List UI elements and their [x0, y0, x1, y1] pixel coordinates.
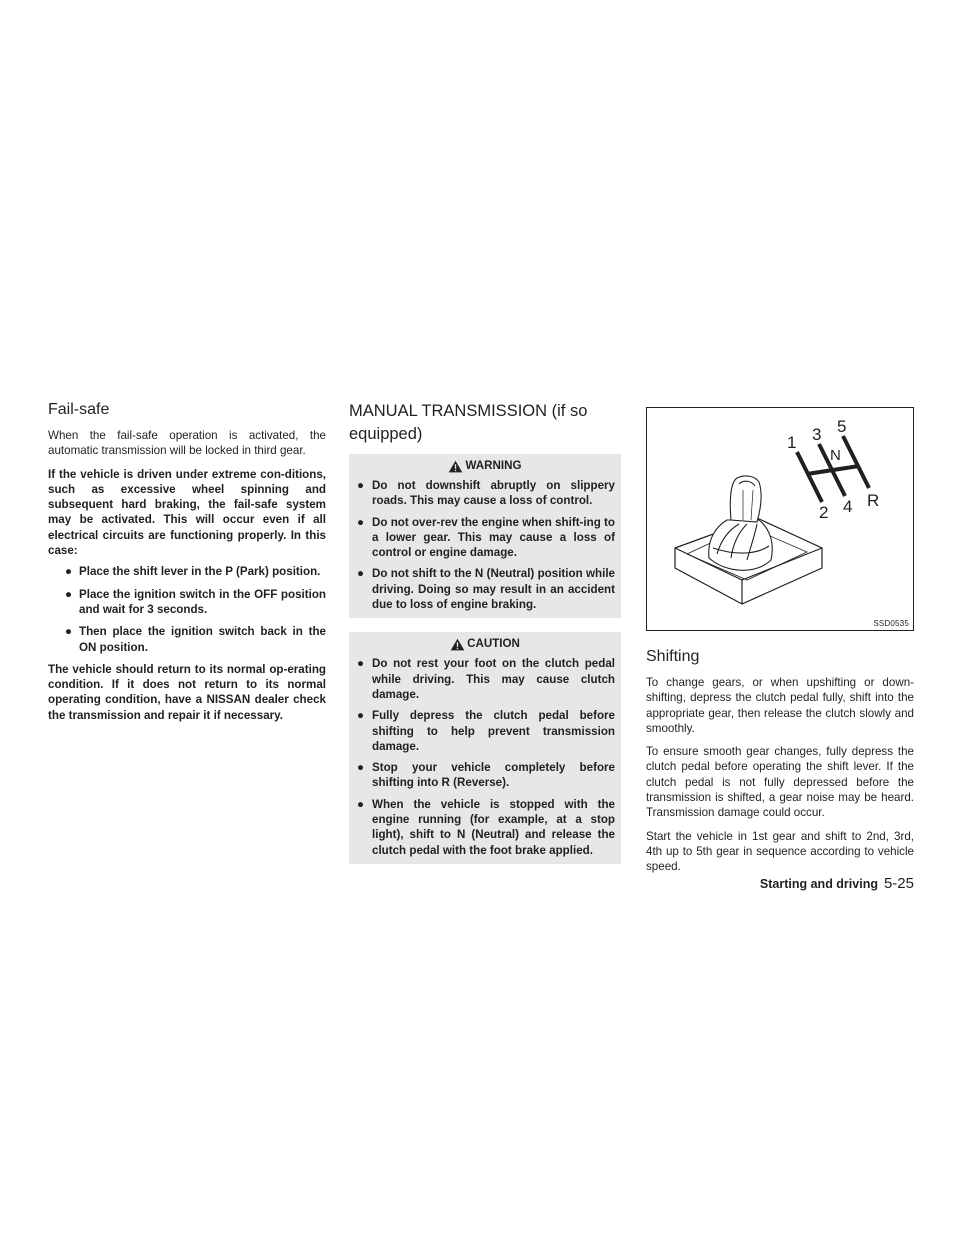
list-item: ● Do not downshift abruptly on slippery roads. This may cause a loss of control.	[357, 479, 615, 508]
failsafe-section	[48, 400, 326, 723]
shifting-paragraph: To ensure smooth gear changes, fully depress the clutch pedal before operating the shift lever. If the clutch pedal is not fully depressed before the transmission is shifted, a gear noise may be heard. Transmission damage could occur.	[646, 745, 914, 820]
warning-list	[355, 478, 615, 612]
figure-code: SSD0535	[873, 619, 909, 628]
bullet-icon: ●	[357, 797, 365, 811]
shifting-paragraph: Start the vehicle in 1st gear and shift to 2nd, 3rd, 4th up to 5th gear in sequence according to vehicle speed.	[646, 829, 914, 874]
list-item: ● Do not over-rev the engine when shift-ing to a lower gear. This may cause a loss of control or engine damage.	[357, 515, 615, 560]
shifting-section	[646, 407, 914, 875]
warning-header	[355, 458, 615, 474]
failsafe-warning-paragraph: If the vehicle is driven under extreme con-ditions, such as excessive wheel spinning and subsequent hard braking, the fail-safe system may be activated. This will occur even if all electrical circuits are functioning properly. In this case:	[48, 467, 326, 558]
shift-knob	[730, 476, 761, 522]
list-item: ● Place the shift lever in the P (Park) position.	[65, 565, 321, 579]
bullet-icon: ●	[357, 479, 365, 492]
gear-5-label: 5	[837, 417, 847, 436]
neutral-label: N	[830, 447, 841, 464]
caution-header	[355, 636, 615, 652]
bullet-icon: ●	[357, 761, 365, 775]
failsafe-intro: When the fail-safe operation is activated, the automatic transmission will be locked in third gear.	[48, 429, 326, 458]
bullet-icon: ●	[357, 657, 365, 671]
list-item: ● Then place the ignition switch back in the ON position.	[65, 625, 326, 654]
bullet-icon: ●	[357, 567, 365, 581]
reverse-label: R	[867, 491, 880, 510]
list-item: ● Place the ignition switch in the OFF position and wait for 3 seconds.	[65, 587, 326, 616]
gear-shift-illustration	[647, 408, 913, 630]
list-item: ● Fully depress the clutch pedal before shifting to help prevent transmission damage.	[357, 709, 615, 753]
page-footer	[733, 875, 914, 892]
bullet-icon: ●	[357, 709, 365, 723]
shifting-heading: Shifting	[646, 648, 700, 665]
warning-icon	[448, 460, 463, 473]
section-name: Starting and driving	[759, 877, 878, 891]
caution-label: CAUTION	[467, 637, 520, 651]
shift-pattern-lines	[797, 436, 869, 502]
caution-box	[349, 632, 621, 864]
gear-3-label: 3	[812, 425, 822, 444]
caution-icon	[450, 638, 465, 651]
failsafe-closing: The vehicle should return to its normal op-erating condition. If it does not return to its normal operating condition, have a NISSAN dealer check the transmission and repair it if necessary.	[48, 662, 326, 722]
shift-pattern-figure	[646, 407, 914, 631]
gear-1-label: 1	[787, 433, 797, 452]
manual-transmission-heading: MANUAL TRANSMISSION (if so equipped)	[349, 402, 588, 443]
bullet-icon: ●	[65, 625, 73, 639]
page-number: 5-25	[883, 875, 914, 892]
bullet-icon: ●	[65, 565, 73, 579]
manual-transmission-section	[349, 400, 621, 864]
list-item: ● Stop your vehicle completely before shifting into R (Reverse).	[357, 761, 615, 790]
list-item: ● Do not rest your foot on the clutch pedal while driving. This may cause clutch damage.	[357, 657, 615, 701]
shift-boot	[709, 520, 773, 570]
gear-2-label: 2	[819, 503, 829, 522]
shifting-paragraph: To change gears, or when upshifting or down-shifting, depress the clutch pedal fully, shift into the appropriate gear, then release the clutch slowly and smoothly.	[646, 676, 914, 735]
bullet-icon: ●	[65, 587, 73, 601]
list-item: ● When the vehicle is stopped with the engine running (for example, at a stop light), shift to N (Neutral) and release the clutch pedal with the foot brake applied.	[357, 797, 615, 857]
list-item: ● Do not shift to the N (Neutral) position while driving. Doing so may result in an accident due to loss of engine braking.	[357, 567, 615, 612]
failsafe-heading: Fail-safe	[48, 401, 110, 418]
bullet-icon: ●	[357, 515, 365, 529]
warning-box	[349, 454, 621, 618]
warning-label: WARNING	[465, 459, 522, 472]
failsafe-steps	[48, 564, 326, 654]
gear-4-label: 4	[843, 497, 853, 516]
caution-list	[355, 656, 615, 858]
